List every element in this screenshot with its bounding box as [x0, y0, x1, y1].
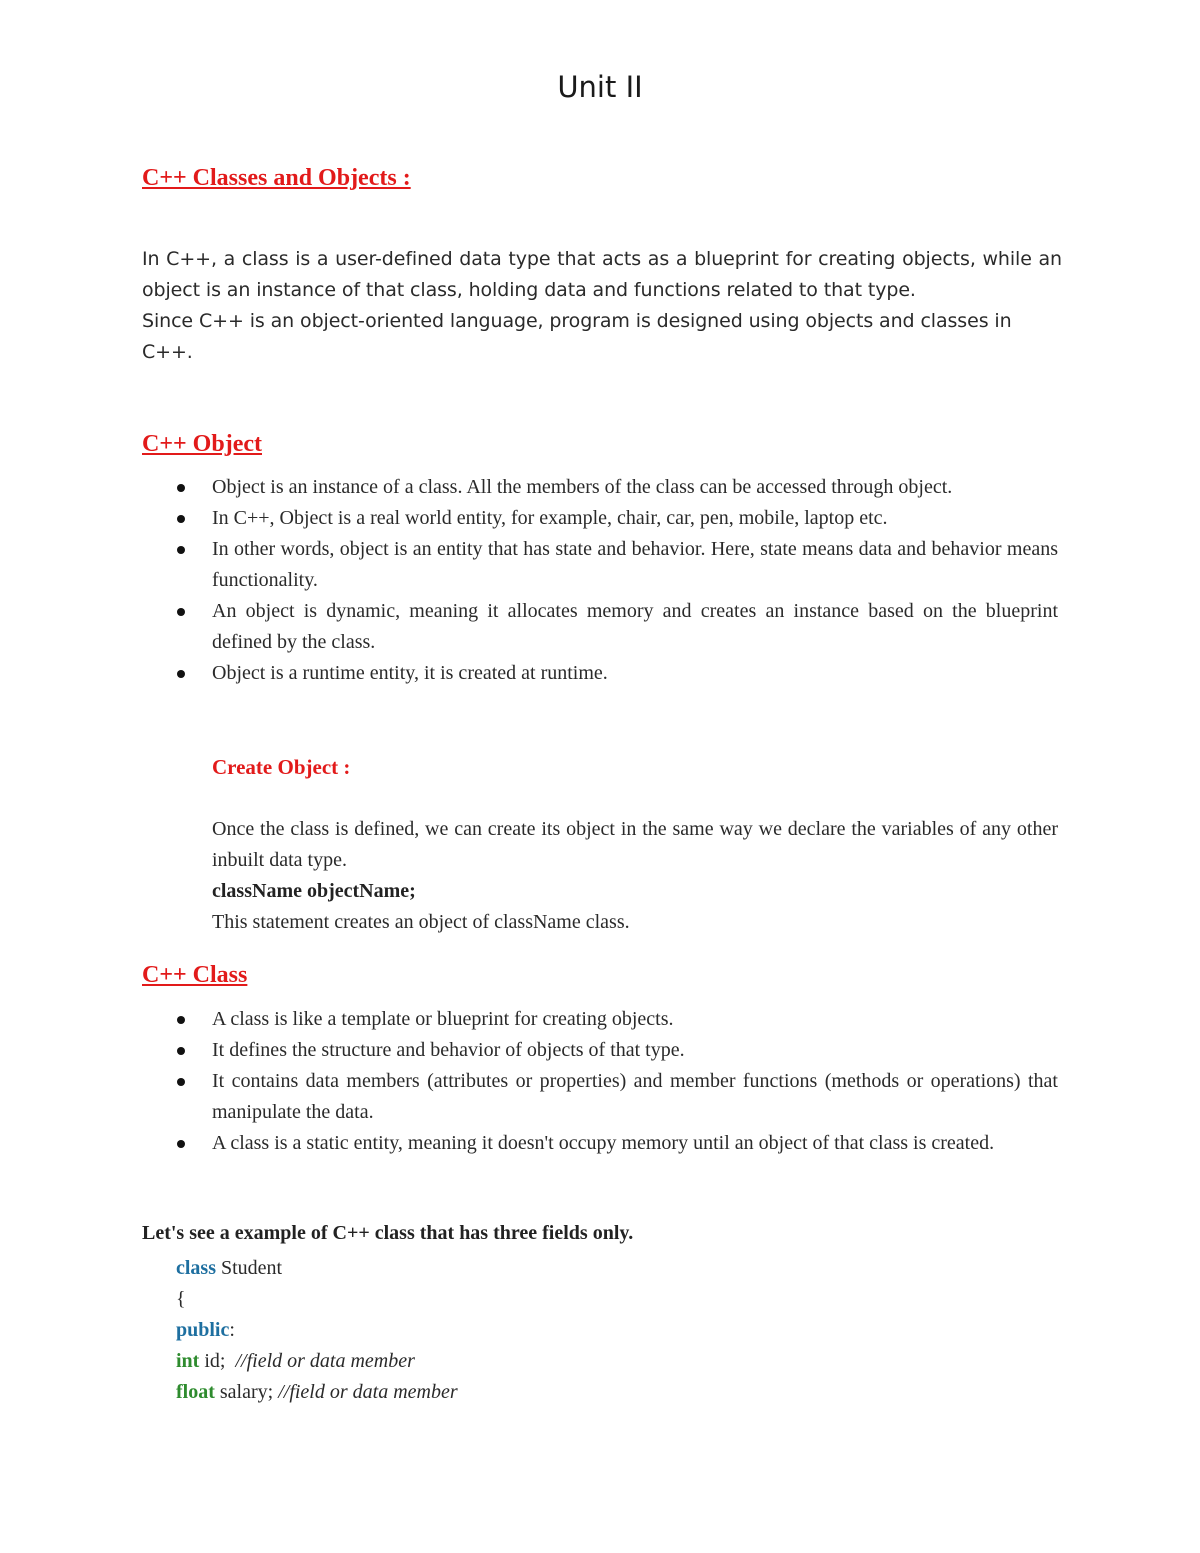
keyword-int: int — [176, 1350, 200, 1372]
code-line-int — [176, 1346, 458, 1377]
bullet-icon — [177, 515, 185, 523]
list-item: Object is a runtime entity, it is created at runtime. — [142, 658, 1058, 689]
example-heading: Let's see a example of C++ class that has three fields only. — [142, 1222, 634, 1244]
code-line-brace — [176, 1284, 458, 1315]
keyword-float: float — [176, 1381, 215, 1403]
object-bullet-list — [142, 472, 1058, 689]
int-declaration: id; — [199, 1350, 236, 1372]
float-comment: //field or data member — [278, 1381, 458, 1403]
bullet-icon — [177, 670, 185, 678]
list-item: In other words, object is an entity that has state and behavior. Here, state means data and behavior means functionality. — [142, 534, 1058, 596]
list-item: In C++, Object is a real world entity, for example, chair, car, pen, mobile, laptop etc. — [142, 503, 1058, 534]
bullet-icon — [177, 608, 185, 616]
list-item: Object is an instance of a class. All the members of the class can be accessed through object. — [142, 472, 1058, 503]
bullet-icon — [177, 1016, 185, 1024]
list-item: An object is dynamic, meaning it allocates memory and creates an instance based on the blueprint defined by the class. — [142, 596, 1058, 658]
list-item: It contains data members (attributes or properties) and member functions (methods or operations) that manipulate the data. — [142, 1066, 1058, 1128]
intro-text — [142, 244, 1062, 368]
bullet-icon — [177, 484, 185, 492]
access-colon: : — [229, 1319, 235, 1341]
bullet-icon — [177, 546, 185, 554]
code-example — [176, 1253, 458, 1408]
int-comment: //field or data member — [235, 1350, 415, 1372]
list-item: A class is like a template or blueprint for creating objects. — [142, 1004, 1058, 1035]
float-declaration: salary; — [214, 1381, 279, 1403]
bullet-icon — [177, 1078, 185, 1086]
keyword-class: class — [176, 1257, 216, 1279]
bullet-icon — [177, 1140, 185, 1148]
section-heading-class: C++ Class — [142, 962, 248, 988]
code-line-float — [176, 1377, 458, 1408]
code-line-public — [176, 1315, 458, 1346]
open-brace: { — [176, 1288, 186, 1310]
class-name: Student — [216, 1257, 283, 1279]
object-syntax: className objectName; — [212, 880, 416, 902]
object-syntax-note: This statement creates an object of className class. — [212, 911, 630, 933]
list-item: A class is a static entity, meaning it doesn't occupy memory until an object of that class is created. — [142, 1128, 1058, 1159]
subheading-create-object: Create Object : — [212, 755, 351, 779]
intro-paragraph-1: In C++, a class is a user-defined data type that acts as a blueprint for creating objects, while an object is an instance of that class, holding data and functions related to that type. — [142, 248, 1062, 301]
section-heading-classes-objects: C++ Classes and Objects : — [142, 165, 411, 191]
create-object-text — [212, 814, 1058, 938]
list-item: It defines the structure and behavior of objects of that type. — [142, 1035, 1058, 1066]
bullet-icon — [177, 1047, 185, 1055]
create-object-paragraph: Once the class is defined, we can create its object in the same way we declare the variables of any other inbuilt data type. — [212, 818, 1058, 871]
intro-paragraph-2: Since C++ is an object-oriented language, program is designed using objects and classes in C++. — [142, 310, 1012, 363]
class-bullet-list — [142, 1004, 1058, 1159]
keyword-public: public — [176, 1319, 230, 1341]
code-line-class — [176, 1253, 458, 1284]
page-title: Unit II — [557, 70, 643, 104]
section-heading-object: C++ Object — [142, 431, 262, 457]
